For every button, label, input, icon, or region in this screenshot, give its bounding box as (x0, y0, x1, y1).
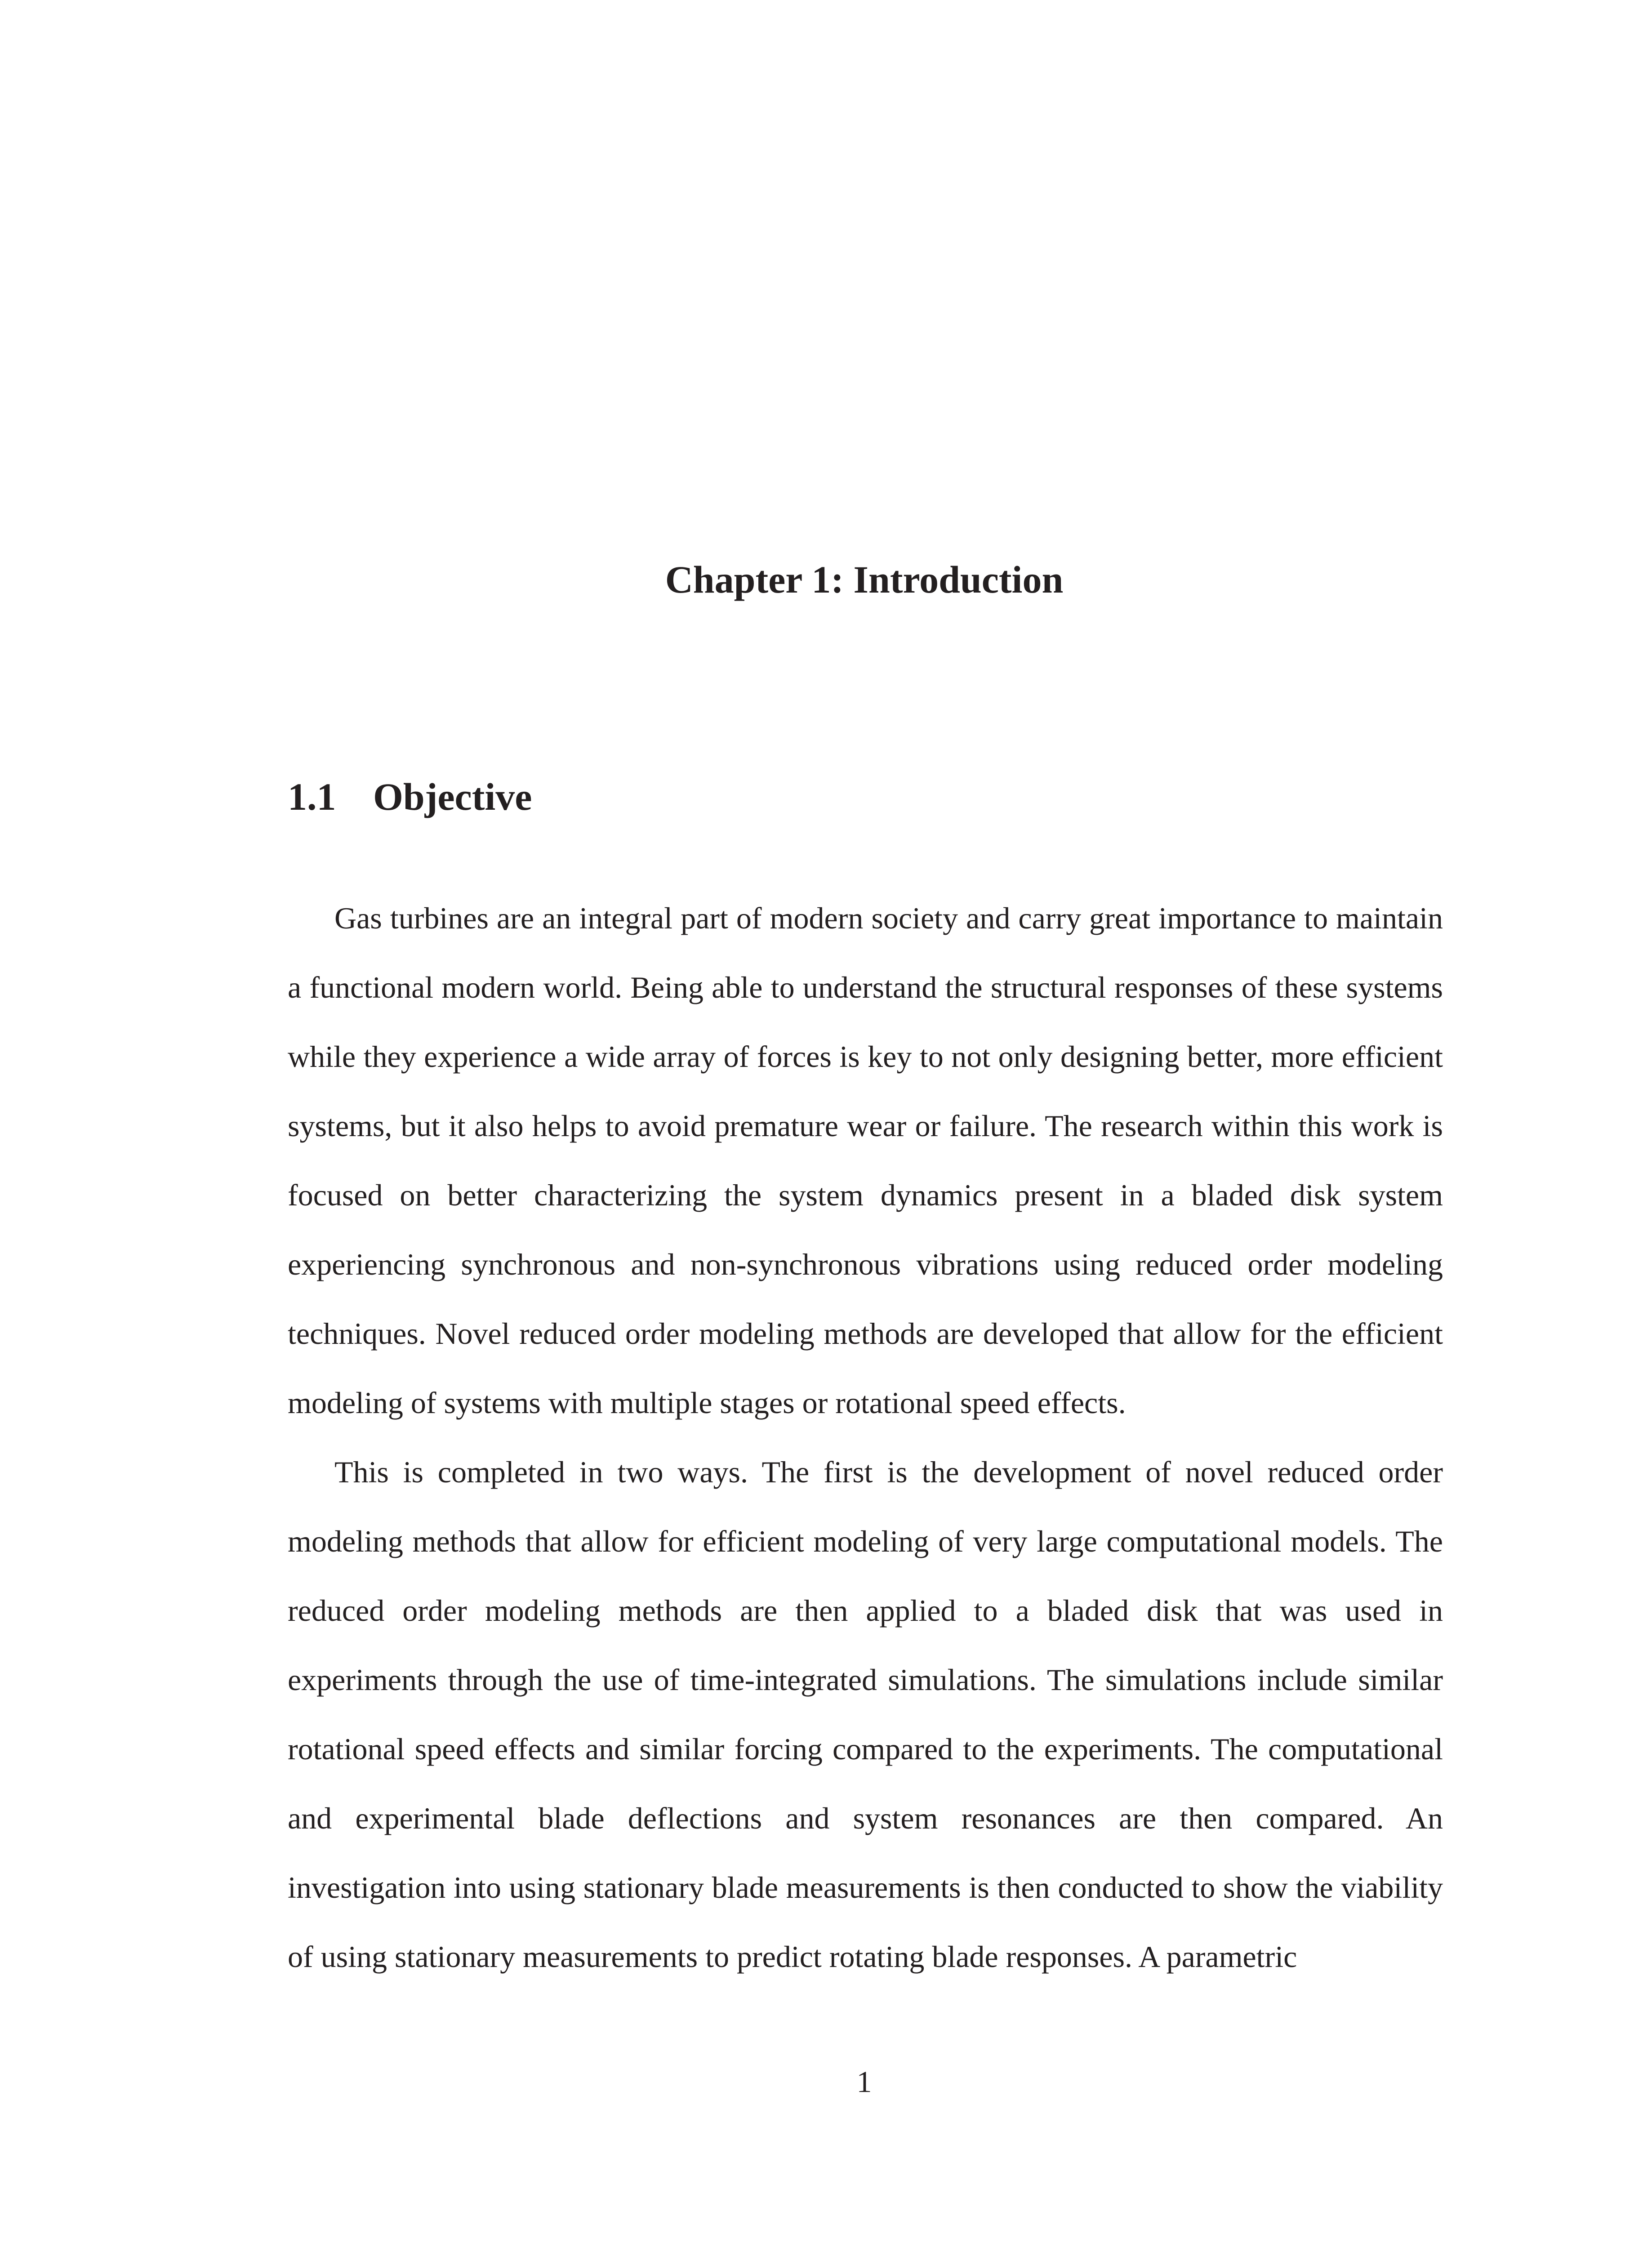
paragraph: Gas turbines are an integral part of modern society and carry great importance to maintain a functional modern world. Being able to understand the structural responses of these systems while they experience a wide array of forces is key to not only designing better, more efficient systems, but it also helps to avoid premature wear or failure. The research within this work is focused on better characterizing the system dynamics present in a bladed disk system experiencing synchronous and non-synchronous vibrations using reduced order modeling techniques. Novel reduced order modeling methods are developed that allow for the efficient modeling of systems with multiple stages or rotational speed effects. (288, 901, 1443, 1420)
section-title: Objective (373, 775, 532, 818)
section-heading (288, 775, 532, 819)
section-number: 1.1 (288, 775, 336, 818)
body-text (288, 883, 1443, 1991)
paragraph: This is completed in two ways. The first is the development of novel reduced order modeling methods that allow for efficient modeling of very large computational models. The reduced order modeling methods are then applied to a bladed disk that was used in experiments through the use of time-integrated simulations. The simulations include similar rotational speed effects and similar forcing compared to the experiments. The computational and experimental blade deflections and system resonances are then compared. An investigation into using stationary blade measurements is then conducted to show the viability of using stationary measurements to predict rotating blade responses. A parametric (288, 1455, 1443, 1974)
chapter-title: Chapter 1: Introduction (665, 558, 1064, 601)
page-number: 1 (856, 2065, 872, 2099)
